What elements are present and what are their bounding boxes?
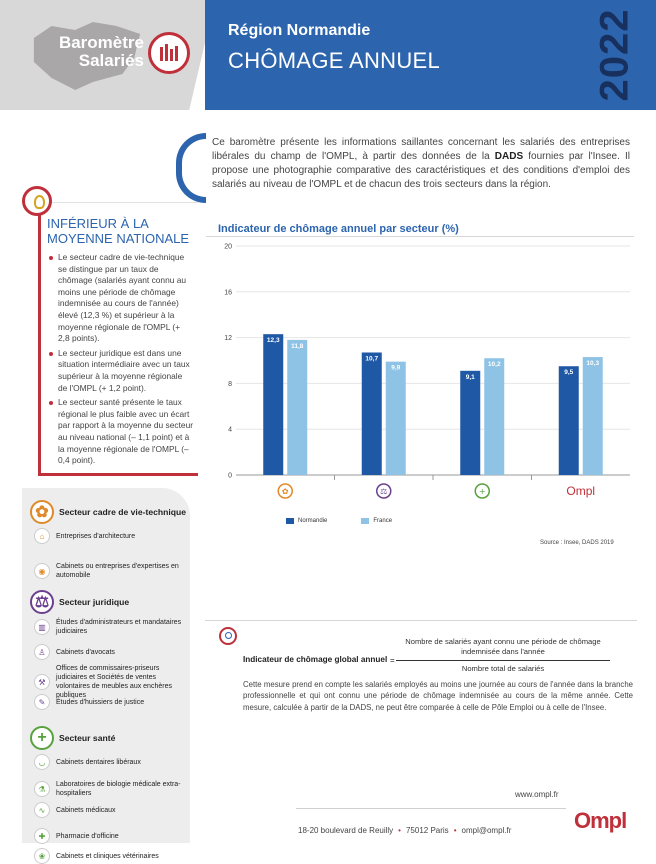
target-icon	[219, 627, 237, 645]
sector-item	[34, 618, 186, 636]
bar-normandie	[362, 352, 382, 475]
bar-chart	[206, 238, 634, 510]
bar-value-label: 11,8	[291, 342, 304, 350]
bar-value-label: 9,1	[465, 373, 475, 381]
bar-value-label: 9,5	[564, 369, 574, 377]
lawyer-icon: ♙	[34, 644, 50, 660]
sector-item	[34, 780, 186, 798]
y-tick-label: 4	[228, 426, 232, 434]
formula-divider	[205, 620, 637, 621]
bar-normandie	[263, 334, 283, 475]
y-tick-label: 12	[224, 335, 232, 343]
legend-item-france	[361, 518, 392, 524]
page-title: CHÔMAGE ANNUEL	[228, 48, 441, 73]
gavel-icon: ⚒	[34, 674, 50, 690]
bar-value-label: 10,3	[586, 360, 600, 368]
sector-heading	[30, 590, 129, 614]
logo-line2: Salariés	[78, 51, 144, 70]
sector-item-label: Études d'administrateurs et mandataires judiciaires	[56, 619, 182, 635]
barometre-logo-icon	[148, 32, 190, 74]
health-cross-icon: +	[30, 726, 54, 750]
barometre-logo-text	[44, 34, 144, 70]
sector-item	[34, 754, 186, 770]
logo-line1: Baromètre	[58, 33, 144, 52]
intro-text-2: fournies par l'Insee. Il propose une photographie comparative des caractéristiques et des conditions d'emploi des salariés au niveau de l'OMPL et de chacun des trois secteurs dans la région.	[212, 151, 630, 190]
footer-separator: •	[453, 826, 457, 835]
stamp-icon: ✎	[34, 694, 50, 710]
sector-item	[34, 528, 186, 544]
bar-normandie	[460, 371, 480, 475]
formula-denominator: Nombre total de salariés	[461, 664, 545, 673]
sector-heading	[30, 500, 186, 524]
pharmacy-icon: ✚	[34, 828, 50, 844]
intro-bold: DADS	[494, 151, 524, 162]
chart-title: Indicateur de chômage annuel par secteur (%)	[218, 223, 459, 235]
footer-website[interactable]: www.ompl.fr	[515, 790, 559, 799]
sector-item	[34, 848, 186, 864]
lab-icon: ⚗	[34, 781, 50, 797]
fraction-bar	[396, 660, 610, 661]
chart-source: Source : Insee, DADS 2019	[540, 540, 614, 546]
info-bullet: Le secteur juridique est dans une situation intermédiaire avec un taux supérieur à la moyenne régionale de l'OMPL (+ 1,2 point).	[48, 348, 193, 394]
building-icon: ▥	[34, 619, 50, 635]
sector-heading	[30, 726, 115, 750]
architecture-icon: ⌂	[34, 528, 50, 544]
bar-france	[583, 357, 603, 475]
sector-title: Secteur juridique	[59, 597, 130, 607]
footer-address: 18-20 boulevard de Reuilly	[298, 826, 394, 835]
footer-separator: •	[398, 826, 401, 835]
bar-value-label: 10,7	[365, 355, 379, 363]
sector-item	[34, 644, 186, 660]
sector-item-label: Cabinets médicaux	[56, 806, 116, 814]
bar-france	[484, 358, 504, 475]
scales-icon: ⚖	[30, 590, 54, 614]
info-bullet: Le secteur cadre de vie-technique se distingue par un taux de chômage (salariés ayant connu au moins une période de chômage indemnisée au cours de l'année) élevé (12,3 %) et supérieur à la moyenne régionale de l'OMPL (+ 2,8 points).	[48, 252, 193, 345]
sector-item-label: Pharmacie d'officine	[56, 832, 119, 840]
sector-item-label: Cabinets dentaires libéraux	[56, 758, 141, 766]
y-tick-label: 8	[228, 380, 232, 388]
bar-value-label: 10,2	[487, 361, 501, 369]
sector-item-label: Cabinets d'avocats	[56, 648, 115, 656]
cadre-de-vie-icon: ✿	[30, 500, 54, 524]
chart-divider	[206, 236, 634, 237]
sector-item-label: Cabinets et cliniques vétérinaires	[56, 852, 159, 860]
formula-explanation: Cette mesure prend en compte les salariés employés au moins une journée au cours de l'année dans la branche professionnelle et qui ont connu une période de chômage indemnisée au cours de la même année. Cette mesure, calculée à partir de la DADS, ne peut être comparée à celle de Pôle Emploi ou à celle de l'Insee.	[243, 680, 633, 712]
year-badge	[590, 10, 640, 100]
legend-label: Normandie	[298, 518, 328, 524]
legend-label: France	[373, 518, 393, 524]
bar-normandie	[559, 366, 579, 475]
logo-area	[0, 0, 205, 110]
footer-divider	[296, 808, 566, 809]
legend-swatch	[361, 518, 369, 524]
bar-france	[386, 362, 406, 475]
info-title: INFÉRIEUR À LA MOYENNE NATIONALE	[47, 216, 190, 246]
info-bullet: Le secteur santé présente le taux régional le plus faible avec un écart par rapport à la moyenne du secteur au niveau national (– 1,1 point) et à la moyenne régionale de l'OMPL (– 0,4 point).	[48, 397, 193, 467]
sector-item-label: Entreprises d'architecture	[56, 532, 136, 540]
sector-title: Secteur santé	[59, 733, 116, 743]
footer-address-line	[298, 826, 511, 835]
bar-value-label: 9,9	[391, 364, 401, 372]
ompl-category-label: Ompl	[566, 484, 596, 498]
sector-item-label: Laboratoires de biologie médicale extra-hospitaliers	[56, 781, 181, 797]
y-tick-label: 16	[224, 289, 232, 297]
paw-icon: ❀	[34, 848, 50, 864]
bar-france	[287, 340, 307, 475]
y-tick-label: 20	[224, 243, 232, 251]
year-text: 2022	[592, 8, 637, 102]
legend-swatch	[286, 518, 294, 524]
sector-item	[34, 828, 186, 844]
scales-icon-glyph: ⚖	[380, 487, 388, 496]
bar-value-label: 12,3	[266, 337, 280, 345]
sector-item	[34, 562, 186, 580]
intro-paragraph	[212, 136, 630, 192]
lightbulb-icon	[22, 186, 52, 216]
footer-city: 75012 Paris	[405, 826, 449, 835]
sector-title: Secteur cadre de vie-technique	[59, 507, 187, 517]
car-icon: ◉	[34, 563, 50, 579]
stethoscope-icon: ∿	[34, 802, 50, 818]
legend-item-normandie	[286, 518, 327, 524]
tooth-icon: ◡	[34, 754, 50, 770]
sector-item	[34, 694, 186, 710]
formula-numerator: Nombre de salariés ayant connu une période de chômage indemnisée dans l'année	[405, 637, 601, 656]
y-tick-label: 0	[228, 472, 232, 480]
sectors-panel	[22, 488, 190, 861]
sector-item-label: Cabinets ou entreprises d'expertises en automobile	[56, 563, 179, 579]
sector-item	[34, 802, 186, 818]
info-bullets	[48, 252, 193, 470]
intro-text-1: Ce baromètre présente les informations saillantes concernant les salariés des entreprises libérales du champ de l'OMPL, à partir des données de la	[212, 137, 630, 162]
intro-arc-decoration	[176, 133, 206, 203]
sector-item-label: Offices de commissaires-priseurs judiciaires et Sociétés de ventes volontaires de meubles aux enchères publiques	[56, 665, 172, 699]
health-cross-icon-glyph: +	[478, 487, 486, 496]
formula-equals: =	[390, 656, 395, 665]
ompl-logo: Ompl	[574, 808, 627, 833]
region-name: Région Normandie	[228, 22, 371, 39]
cadre-de-vie-icon-glyph: ✿	[281, 487, 289, 496]
formula-label: Indicateur de chômage global annuel	[243, 655, 388, 664]
header	[0, 0, 656, 110]
footer-email[interactable]: ompl@ompl.fr	[461, 826, 512, 835]
sector-item-label: Études d'huissiers de justice	[56, 698, 145, 706]
chart-legend	[286, 518, 426, 524]
